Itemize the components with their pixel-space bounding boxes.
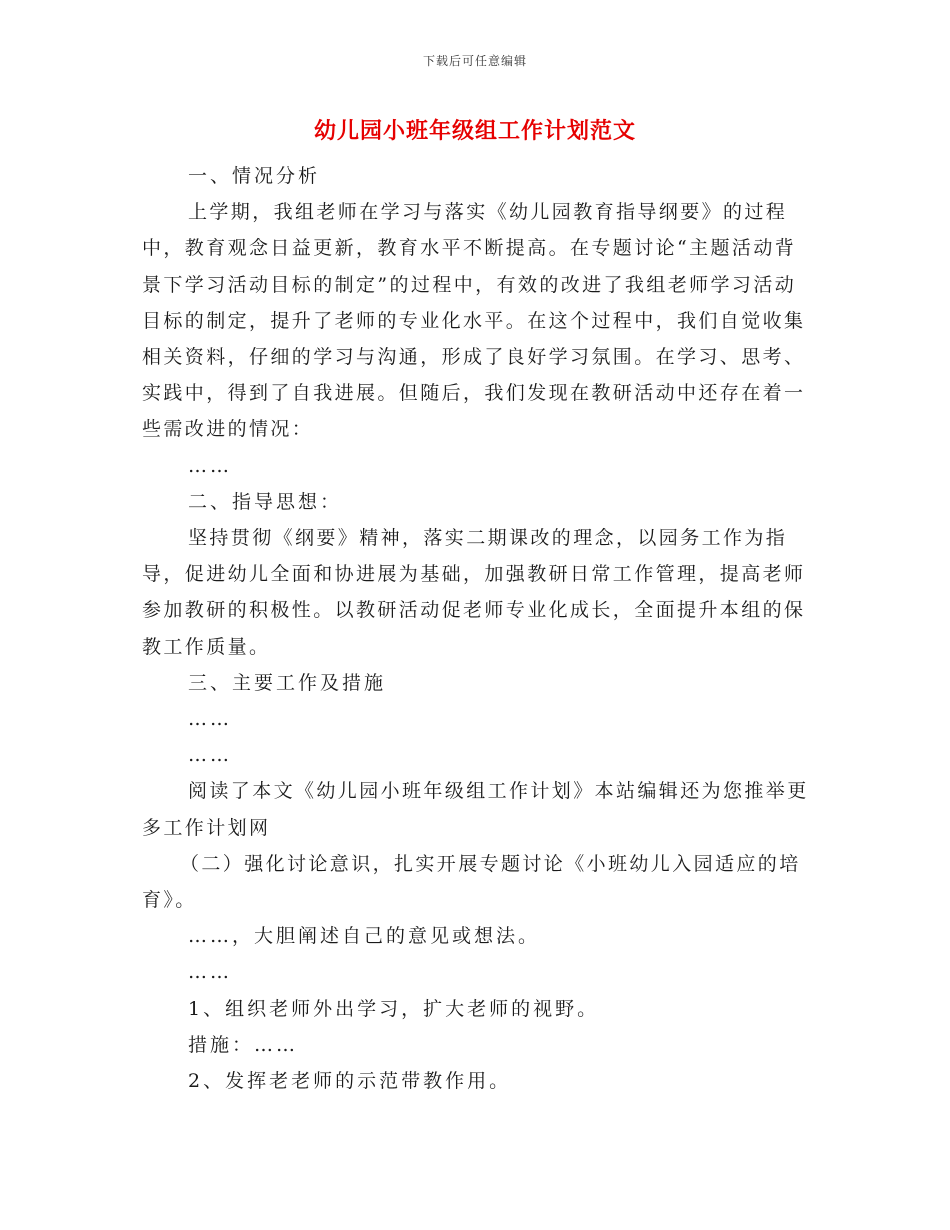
section-heading-measures: 三、主要工作及措施 [188,671,387,694]
list-item-1: 1、组织老师外出学习，扩大老师的视野。 [188,997,600,1020]
document-title: 幼儿园小班年级组工作计划范文 [313,118,636,144]
section-heading-situation: 一、情况分析 [188,165,321,187]
ellipsis-line: …… [188,708,232,731]
paragraph-opinion: ……，大胆阐述自己的意见或想法。 [188,925,541,948]
paragraph-guidance: 坚持贯彻《纲要》精神，落实二期课改的理念，以园务工作为指导，促进幼儿全面和协进展为基础，加强教研日常工作管理，提高老师参加教研的积极性。以教研活动促老师专业化成长，全面提升本组的保教工作质量。 [142,527,806,658]
paragraph-situation: 上学期，我组老师在学习与落实《幼儿园教育指导纲要》的过程中，教育观念日益更新，教育水平不断提高。在专题讨论“主题活动背景下学习活动目标的制定”的过程中，有效的改进了我组老师学习活动目标的制定，提升了老师的专业化水平。在这个过程中，我们自觉收集相关资料，仔细的学习与沟通，形成了良好学习氛围。在学习、思考、实践中，得到了自我进展。但随后，我们发现在教研活动中还存在着一些需改进的情况： [142,201,806,441]
paragraph-research: （二）强化讨论意识，扎实开展专题讨论《小班幼儿入园适应的培育》。 [142,852,801,912]
section-heading-guidance: 二、指导思想： [188,490,343,513]
ellipsis-line: …… [188,744,232,767]
ellipsis-line: …… [188,961,232,984]
paragraph-recommendation: 阅读了本文《幼儿园小班年级组工作计划》本站编辑还为您推举更多工作计划网 [142,780,809,839]
document-body [142,158,810,1099]
header-note: 下载后可任意编辑 [422,54,527,68]
measures-line: 措施：…… [188,1033,299,1056]
list-item-2: 2、发挥老老师的示范带教作用。 [188,1070,512,1093]
ellipsis-line: …… [188,454,232,477]
